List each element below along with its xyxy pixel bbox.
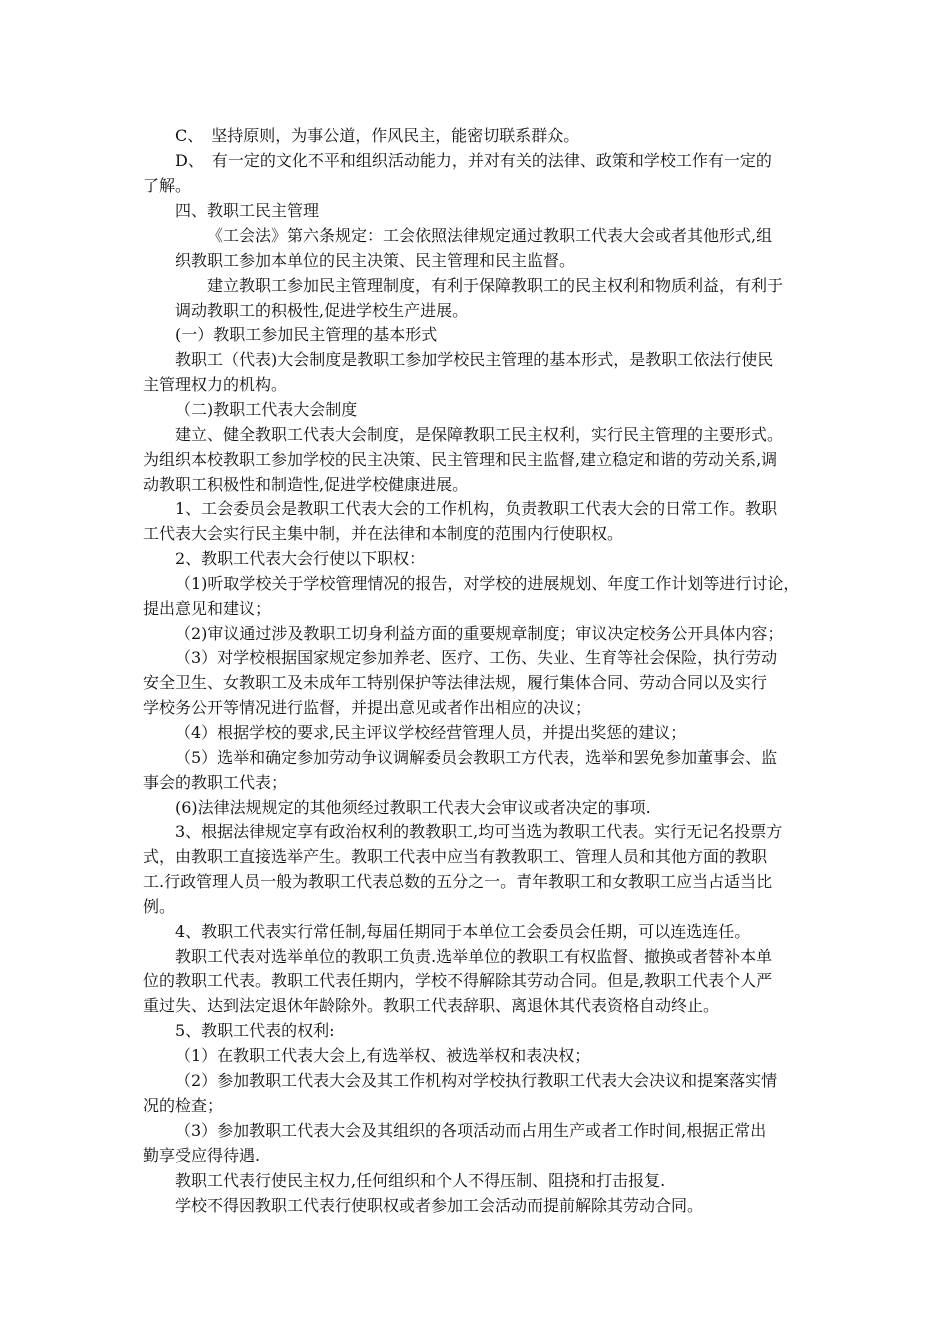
text-line: 事会的教职工代表； xyxy=(143,773,288,792)
subsection-heading: (一）教职工参加民主管理的基本形式 xyxy=(175,325,438,344)
text-line: （2）参加教职工代表大会及其工作机构对学校执行教职工代表大会决议和提案落实情 xyxy=(175,1071,778,1090)
subsection-heading: （二)教职工代表大会制度 xyxy=(175,400,358,419)
text-line: 例。 xyxy=(143,897,176,916)
text-line: （3）对学校根据国家规定参加养老、医疗、工伤、失业、生育等社会保险，执行劳动 xyxy=(175,648,778,667)
text-line: C、 坚持原则，为事公道，作风民主，能密切联系群众。 xyxy=(175,126,580,145)
text-line: 织教职工参加本单位的民主决策、民主管理和民主监督。 xyxy=(175,251,576,270)
text-line: 1、工会委员会是教职工代表大会的工作机构，负责教职工代表大会的日常工作。教职 xyxy=(175,499,778,518)
text-line: 了解。 xyxy=(143,176,192,195)
text-line: 工代表大会实行民主集中制，并在法律和本制度的范围内行使职权。 xyxy=(143,524,624,543)
text-line: （1)听取学校关于学校管理情况的报告，对学校的进展规划、年度工作计划等进行讨论， xyxy=(175,574,800,593)
text-line: (6)法律法规规定的其他须经过教职工代表大会审议或者决定的事项. xyxy=(175,798,651,817)
text-line: 《工会法》第六条规定：工会依照法律规定通过教职工代表大会或者其他形式,组 xyxy=(207,226,773,245)
text-line: （4）根据学校的要求,民主评议学校经营管理人员，并提出奖惩的建议； xyxy=(175,723,687,742)
text-line: 动教职工积极性和制造性,促进学校健康进展。 xyxy=(143,475,469,494)
text-line: 式，由教职工直接选举产生。教职工代表中应当有教教职工、管理人员和其他方面的教职 xyxy=(143,847,768,866)
text-line: 位的教职工代表。教职工代表任期内，学校不得解除其劳动合同。但是,教职工代表个人严 xyxy=(143,971,773,990)
text-line: 3、根据法律规定享有政治权利的教教职工,均可当选为教职工代表。实行无记名投票方 xyxy=(175,822,783,841)
text-line: 况的检查； xyxy=(143,1096,224,1115)
text-line: 工.行政管理人员一般为教职工代表总数的五分之一。青年教职工和女教职工应当占适当比 xyxy=(143,872,773,891)
text-line: 教职工代表行使民主权力,任何组织和个人不得压制、阻挠和打击报复. xyxy=(175,1171,666,1190)
text-line: 4、教职工代表实行常任制,每届任期同于本单位工会委员会任期，可以连选连任。 xyxy=(175,922,751,941)
section-heading: 四、教职工民主管理 xyxy=(175,201,320,220)
text-line: （2)审议通过涉及教职工切身利益方面的重要规章制度；审议决定校务公开具体内容； xyxy=(175,624,784,643)
text-line: （1）在教职工代表大会上,有选举权、被选举权和表决权； xyxy=(175,1046,591,1065)
text-line: 学校不得因教职工代表行使职权或者参加工会活动而提前解除其劳动合同。 xyxy=(175,1196,704,1215)
text-line: 为组织本校教职工参加学校的民主决策、民主管理和民主监督,建立稳定和谐的劳动关系,调 xyxy=(143,450,778,469)
text-line: 2、教职工代表大会行使以下职权： xyxy=(175,549,426,568)
text-line: 建立、健全教职工代表大会制度，是保障教职工民主权利，实行民主管理的主要形式。 xyxy=(175,425,784,444)
text-line: （5）选举和确定参加劳动争议调解委员会教职工方代表，选举和罢免参加董事会、监 xyxy=(175,748,778,767)
text-line: （3）参加教职工代表大会及其组织的各项活动而占用生产或者工作时间,根据正常出 xyxy=(175,1121,767,1140)
text-line: 教职工代表对选举单位的教职工负责.选举单位的教职工有权监督、撤换或者替补本单 xyxy=(175,947,773,966)
text-line: 建立教职工参加民主管理制度，有利于保障教职工的民主权利和物质利益，有利于 xyxy=(207,276,784,295)
text-line: 教职工（代表)大会制度是教职工参加学校民主管理的基本形式，是教职工依法行使民 xyxy=(175,350,774,369)
text-line: 安全卫生、女教职工及未成年工特别保护等法律法规，履行集体合同、劳动合同以及实行 xyxy=(143,673,768,692)
text-line: 勤享受应得待遇. xyxy=(143,1146,261,1165)
text-line: 调动教职工的积极性,促进学校生产进展。 xyxy=(175,301,469,320)
text-line: 提出意见和建议； xyxy=(143,599,272,618)
text-line: 主管理权力的机构。 xyxy=(143,375,288,394)
text-line: 5、教职工代表的权利: xyxy=(175,1021,335,1040)
text-line: D、 有一定的文化不平和组织活动能力，并对有关的法律、政策和学校工作有一定的 xyxy=(175,151,772,170)
text-line: 学校务公开等情况进行监督，并提出意见或者作出相应的决议； xyxy=(143,698,592,717)
text-line: 重过失、达到法定退休年龄除外。教职工代表辞职、离退休其代表资格自动终止。 xyxy=(143,996,720,1015)
